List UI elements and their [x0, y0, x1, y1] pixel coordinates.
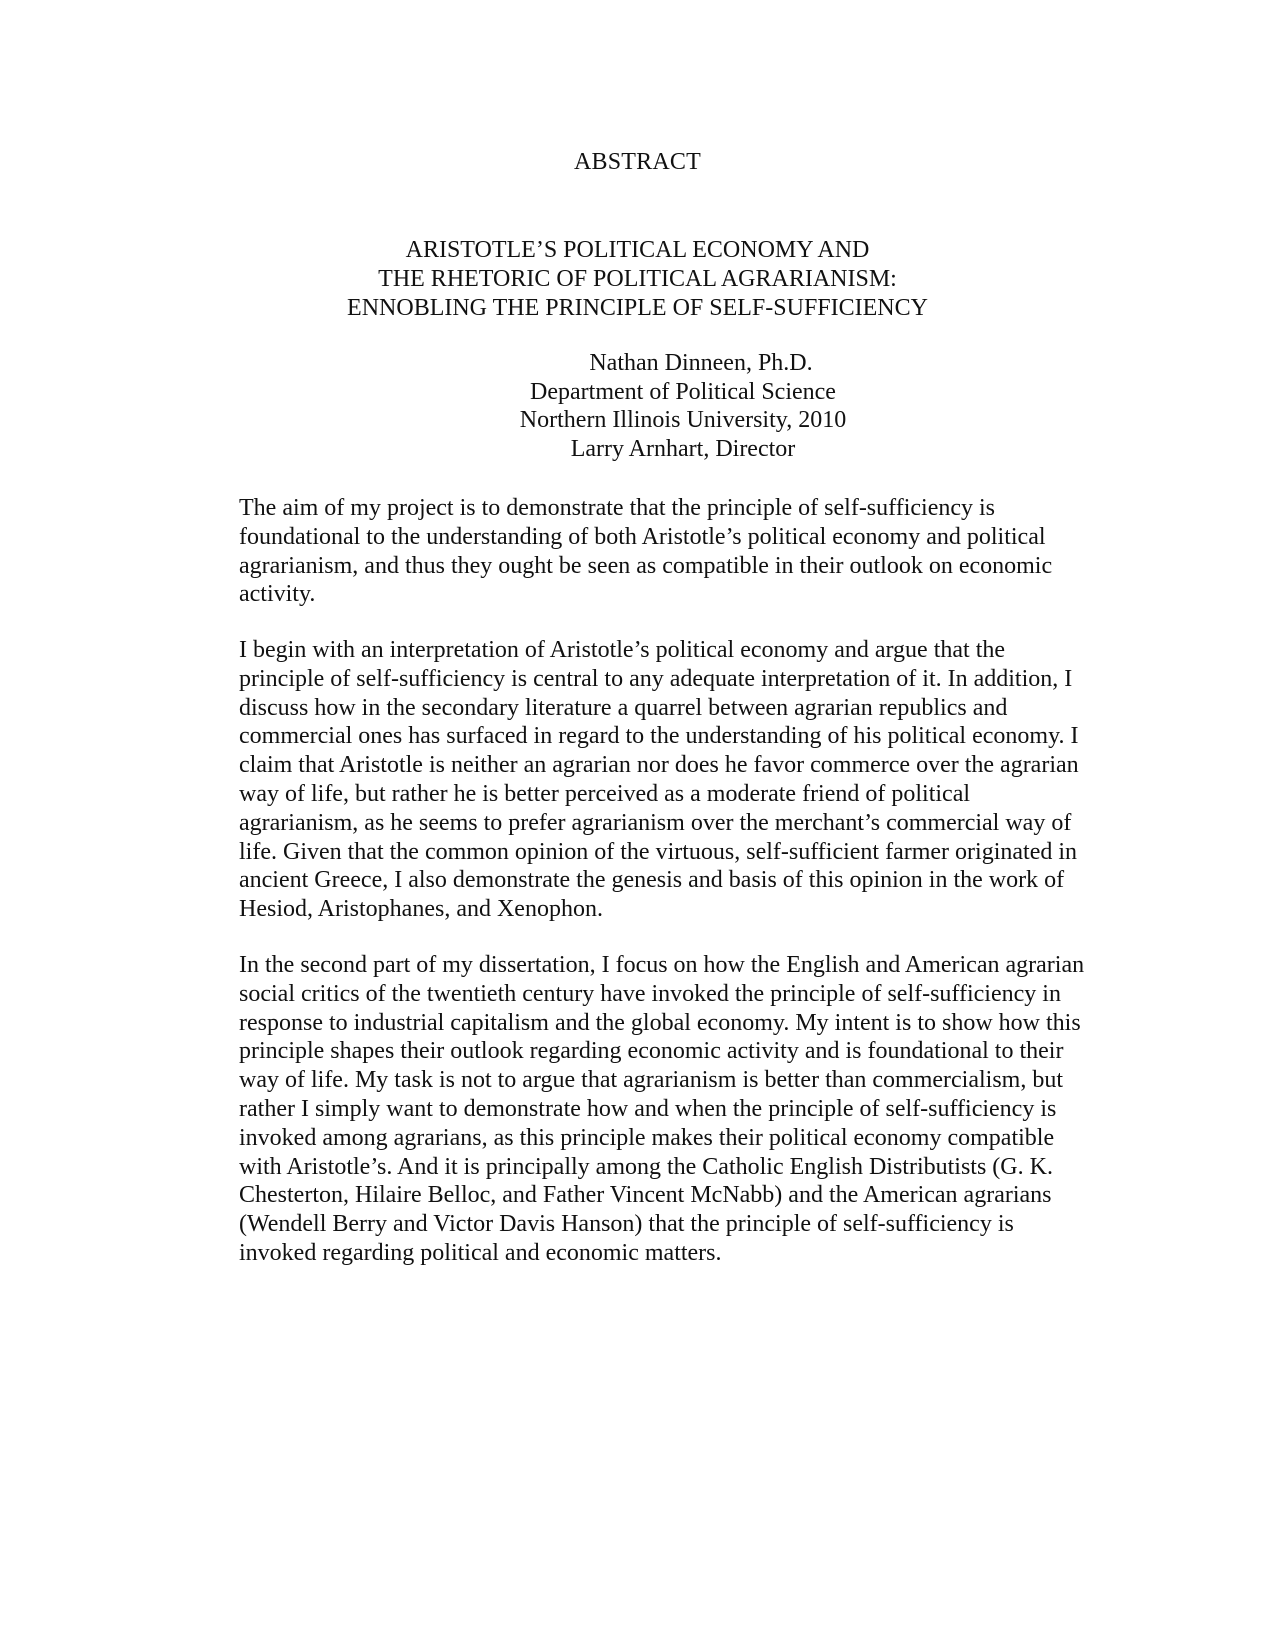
department-name: Department of Political Science: [530, 378, 836, 405]
abstract-heading: ABSTRACT: [574, 149, 701, 175]
title-line: THE RHETORIC OF POLITICAL AGRARIANISM:: [378, 266, 897, 292]
author-info: [408, 349, 958, 463]
institution-year: Northern Illinois University, 2010: [519, 407, 847, 433]
abstract-paragraph-agrarians: In the second part of my dissertation, I focus on how the English and American agrarian social critics of the twentieth century have invoked the principle of self-sufficiency in response to industrial capitalism and the global economy. My intent is to show how this principle shapes their outlook regarding economic activity and is foundational to their way of life. My task is not to argue that agrarianism is better than commercialism, but rather I simply want to demonstrate how and when the principle of self-sufficiency is invoked among agrarians, as this principle makes their political economy compatible with Aristotle’s. And it is principally among the Catholic English Distributists (G. K. Chesterton, Hilaire Belloc, and Father Vincent McNabb) and the American agrarians (Wendell Berry and Victor Davis Hanson) that the principle of self-sufficiency is invoked regarding political and economic matters.: [239, 952, 1085, 1266]
dissertation-title: [0, 236, 1275, 323]
abstract-paragraph-aristotle: I begin with an interpretation of Aristotle’s political economy and argue that the principle of self-sufficiency is central to any adequate interpretation of it. In addition, I discuss how in the secondary literature a quarrel between agrarian republics and commercial ones has surfaced in regard to the understanding of his political economy. I claim that Aristotle is neither an agrarian nor does he favor commerce over the agrarian way of life, but rather he is better perceived as a moderate friend of political agrarianism, as he seems to prefer agrarianism over the merchant’s commercial way of life. Given that the common opinion of the virtuous, self-sufficient farmer originated in ancient Greece, I also demonstrate the genesis and basis of this opinion in the work of Hesiod, Aristophanes, and Xenophon.: [239, 637, 1079, 923]
director-name: Larry Arnhart, Director: [570, 435, 796, 462]
author-name: Nathan Dinneen, Ph.D.: [589, 350, 813, 376]
title-line: ENNOBLING THE PRINCIPLE OF SELF-SUFFICIENCY: [347, 295, 928, 321]
abstract-paragraph-aim: The aim of my project is to demonstrate that the principle of self-sufficiency is foundational to the understanding of both Aristotle’s political economy and political agrarianism, and thus they ought be seen as compatible in their outlook on economic activity.: [239, 495, 1053, 608]
title-line: ARISTOTLE’S POLITICAL ECONOMY AND: [405, 237, 870, 263]
